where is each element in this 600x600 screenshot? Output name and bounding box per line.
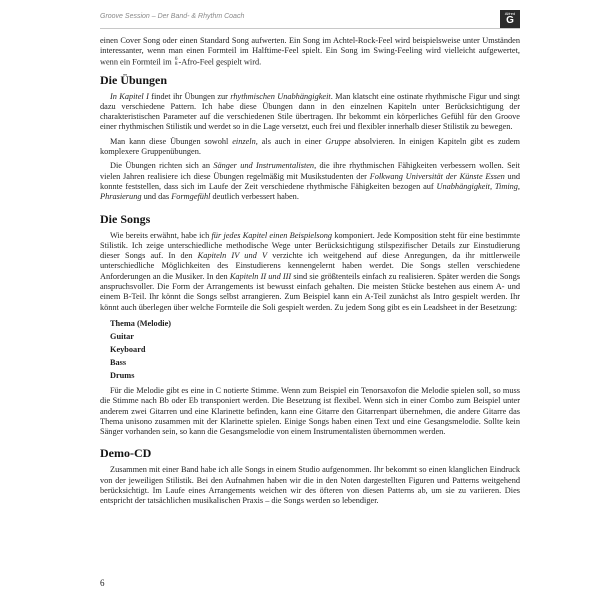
emph-text: für jedes Kapitel einen Beispielsong xyxy=(211,230,333,240)
instrumentation-list xyxy=(110,317,520,382)
list-item: Thema (Melodie) xyxy=(110,318,172,328)
emph-text: Gruppe xyxy=(325,136,351,146)
emph-text: Kapiteln II und III xyxy=(229,271,292,281)
emph-text: einzeln xyxy=(232,136,256,146)
body-text: sind sie größtenteils einfach zu realisieren. Später werden die Songs anspruchsvoller. Die Form der Arrangements ist bewusst einfach gehalten. Die meisten Stücke bestehen aus einem A- und einem B-Teil. Ihr könnt die Songs selbst arrangieren. Zum Beispiel kann ein A-Teil zunächst als Intro gespielt werden. Ihr könnt auch überlegen über welche Formteile die Soli gespielt werden. Zu jedem Song gibt es ein Leadsheet in der Besetzung: xyxy=(100,271,520,312)
body-text: und konnte feststellen, dass sich im Laufe der Zeit verschiedene rhythmische Fähigkeiten bezogen auf xyxy=(100,171,521,191)
running-header xyxy=(100,10,520,29)
running-header-title: Groove Session – Der Band- & Rhythm Coach xyxy=(100,13,245,20)
body-text: Wie bereits erwähnt, habe ich xyxy=(110,230,212,240)
intro-text-b: -Afro-Feel gespielt wird. xyxy=(178,57,262,66)
page-body xyxy=(100,36,520,511)
list-item: Keyboard xyxy=(110,344,146,354)
body-text: Man kann diese Übungen sowohl xyxy=(110,136,233,146)
emph-text: Kapiteln IV und V xyxy=(197,251,268,261)
emph-text: Sänger und Instrumentalisten xyxy=(213,161,315,171)
section-heading-demo-cd: Demo-CD xyxy=(100,446,152,461)
emph-text: In Kapitel I xyxy=(110,91,149,101)
publisher-logo xyxy=(500,10,520,28)
body-text: findet ihr Übungen zur xyxy=(148,91,231,101)
emph-text: rhythmischen Unabhängigkeit xyxy=(230,91,331,101)
fraction-denominator: 8 xyxy=(174,61,178,68)
body-text: Die Übungen richten sich an xyxy=(110,161,214,171)
publisher-logo-text: Alfred xyxy=(504,11,516,16)
uebungen-paragraph-3 xyxy=(100,161,520,202)
demo-cd-paragraph: Zusammen mit einer Band habe ich alle Songs in einem Studio aufgenommen. Ihr bekommt so einen klanglichen Eindruck von der jeweiligen Stilistik. Bei den Aufnahmen haben wir die in den Noten dargestellten Figuren und Patterns weitgehend berücksichtigt. Im Laufe eines Arrangements weichen wir des öfteren von diesen Patterns ab, um sie zu variieren. Dies entspricht der tatsächlichen musikalischen Praxis – die Songs werden so lebendiger. xyxy=(100,465,520,506)
body-text: und das xyxy=(141,192,172,202)
emph-text: Unabhängigkeit, Timing, Phrasierung xyxy=(100,181,520,202)
time-signature-fraction xyxy=(175,57,178,68)
list-item: Bass xyxy=(110,357,127,367)
body-text: komponiert. Jede Komposition steht für eine bestimmte Stilistik. Ich zeige unterschiedliche methodische Wege unter Berücksichtigung stilspezifischer Details zur Einstudierung dieser Songs auf. In den xyxy=(100,230,520,261)
body-text: verzichte ich weitgehend auf diese Anregungen, da ihr mittlerweile unterschiedliche Möglichkeiten des Einstudierens kennengelernt haben werdet. Die Songs stellen verschiedene Anforderungen an die Musiker. In den xyxy=(100,251,520,281)
body-text: deutlich verbessert haben. xyxy=(210,192,299,202)
intro-text-a: einen Cover Song oder einen Standard Song aufwerten. Ein Song im Achtel-Rock-Feel wird beispielsweise unter Umständen interessanter, wenn man einen Formteil im Halftime-Feel spielt. Ein Song im Swing-Feeling wird vielleicht aufgewertet, wenn ein Formteil im xyxy=(100,36,520,66)
list-item: Guitar xyxy=(110,331,134,341)
body-text: absolvieren. In einigen Kapiteln gibt es zudem komplexere Gruppenübungen. xyxy=(100,136,520,157)
section-heading-uebungen: Die Übungen xyxy=(100,72,168,87)
list-item: Drums xyxy=(110,370,135,380)
emph-text: Formgefühl xyxy=(171,192,211,202)
publisher-logo-mark: G xyxy=(506,15,514,26)
body-text: , als auch in einer xyxy=(255,136,326,146)
body-text: , die ihre rhythmischen Fähigkeiten verbessern wollen. Seit vielen Jahren realisiere ich diese Übungen regelmäßig mit Musikstudenten der xyxy=(100,161,520,181)
uebungen-paragraph-2 xyxy=(100,137,520,158)
songs-paragraph-2: Für die Melodie gibt es eine in C notierte Stimme. Wenn zum Beispiel ein Tenorsaxofon die Melodie spielen soll, so muss die Stimme nach Bb oder Eb transponiert werden. Die Besetzung ist flexibel. Wenn sich in einer Combo zum Beispiel unter anderem zwei Gitarren und eine Klarinette befinden, kann eine Gitarre den Gitarrenpart übernehmen, die andere Gitarre das Thema unisono zusammen mit der Klarinette spielen. Einige Songs haben einen Text und eine Gesangsmelodie. Sollte kein Sänger vorhanden sein, so kann die Gesangsmelodie von einem Instrumentalisten übernommen werden. xyxy=(100,385,520,437)
fraction-numerator: 6 xyxy=(174,55,178,62)
page-number: 6 xyxy=(100,578,105,588)
emph-text: Folkwang Universität der Künste Essen xyxy=(369,171,505,181)
songs-paragraph-1 xyxy=(100,231,520,313)
intro-paragraph xyxy=(100,36,520,68)
section-heading-songs: Die Songs xyxy=(100,211,151,226)
uebungen-paragraph-1 xyxy=(100,92,520,133)
book-page xyxy=(100,0,520,600)
body-text: . Man klatscht eine ostinate rhythmische Figur und singt dazu verschiedene Pattern. Ich habe diese Übungen dann in den einzelnen Kapiteln unter Berücksichtigung der charakteristischen Parameter auf die verschiedenen Stile übertragen. Ihr bekommt ein körperliches Gefühl für den Groove einer rhythmischen Stilistik und werdet so in die Lage versetzt, euch frei und flexibler innerhalb dieser Stilistik zu bewegen. xyxy=(100,91,520,132)
